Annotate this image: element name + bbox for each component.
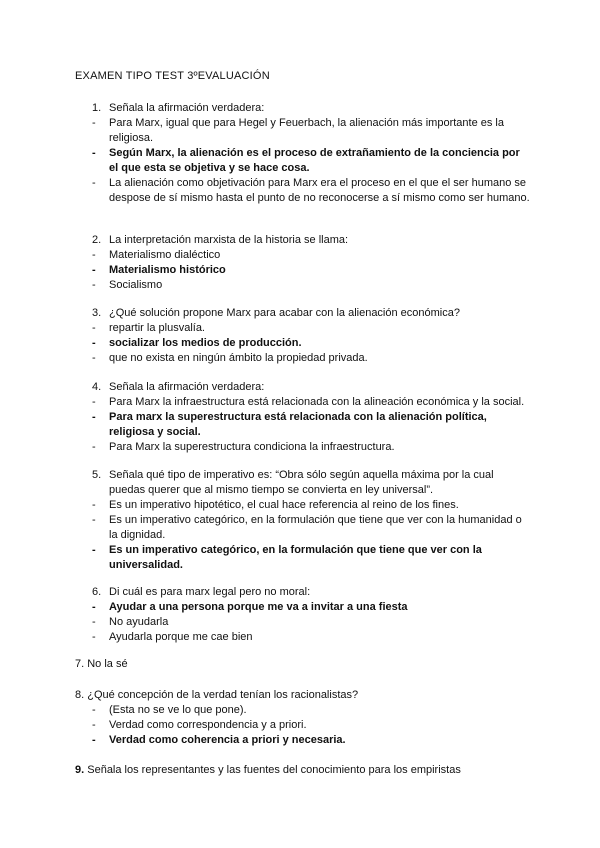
bullet-dash: - bbox=[92, 147, 96, 159]
option-correct bbox=[0, 263, 600, 278]
option-text: Verdad como coherencia a priori y necesaria. bbox=[109, 734, 346, 746]
option bbox=[0, 395, 600, 410]
bullet-dash: - bbox=[92, 322, 96, 334]
question-2 bbox=[0, 233, 600, 293]
option-text: socializar los medios de producción. bbox=[109, 337, 302, 349]
bullet-dash: - bbox=[92, 601, 96, 613]
question-text: 8. ¿Qué concepción de la verdad tenían los racionalistas? bbox=[75, 689, 359, 701]
option-correct bbox=[0, 146, 600, 176]
question-text: Señala los representantes y las fuentes del conocimiento para los empiristas bbox=[84, 764, 461, 776]
option-text: No ayudarla bbox=[109, 616, 169, 628]
question-text: Señala la afirmación verdadera: bbox=[109, 102, 265, 114]
option-correct bbox=[0, 336, 600, 351]
option-text: Materialismo histórico bbox=[109, 264, 226, 276]
option-text: que no exista en ningún ámbito la propiedad privada. bbox=[109, 352, 368, 364]
option bbox=[0, 176, 600, 206]
question-number: 3. bbox=[92, 307, 102, 319]
option-correct bbox=[0, 543, 600, 573]
bullet-dash: - bbox=[92, 704, 96, 716]
bullet-dash: - bbox=[92, 264, 96, 276]
question-number: 2. bbox=[92, 234, 102, 246]
question-5 bbox=[0, 468, 600, 573]
question-text: ¿Qué solución propone Marx para acabar con la alienación económica? bbox=[109, 307, 460, 319]
option-text: Ayudar a una persona porque me va a invitar a una fiesta bbox=[109, 601, 408, 613]
option-text: Para Marx, igual que para Hegel y Feuerbach, la alienación más importante es la religiosa. bbox=[109, 117, 504, 144]
question-1 bbox=[0, 101, 600, 206]
option bbox=[0, 248, 600, 263]
option bbox=[0, 615, 600, 630]
option-correct bbox=[0, 410, 600, 440]
option-text: La alienación como objetivación para Marx era el proceso en el que el ser humano se despose de sí mismo hasta el punto de no reconocerse a sí mismo como ser humano. bbox=[109, 177, 530, 204]
option-text: Socialismo bbox=[109, 279, 163, 291]
option-text: (Esta no se ve lo que pone). bbox=[109, 704, 247, 716]
option bbox=[0, 440, 600, 455]
exam-title: EXAMEN TIPO TEST 3ºEVALUACIÓN bbox=[75, 70, 270, 82]
option bbox=[0, 351, 600, 366]
option bbox=[0, 116, 600, 146]
option bbox=[0, 703, 600, 718]
bullet-dash: - bbox=[92, 396, 96, 408]
option-text: Para Marx la infraestructura está relacionada con la alineación económica y la social. bbox=[109, 396, 525, 408]
option-text: repartir la plusvalía. bbox=[109, 322, 205, 334]
question-9 bbox=[75, 763, 461, 778]
option-text: Para marx la superestructura está relacionada con la alienación política, religiosa y social. bbox=[109, 411, 487, 438]
question-text: Di cuál es para marx legal pero no moral: bbox=[109, 586, 311, 598]
bullet-dash: - bbox=[92, 616, 96, 628]
bullet-dash: - bbox=[92, 249, 96, 261]
question-number: 9. bbox=[75, 764, 85, 776]
bullet-dash: - bbox=[92, 499, 96, 511]
option-text: Según Marx, la alienación es el proceso de extrañamiento de la conciencia por el que esta se objetiva y se hace cosa. bbox=[109, 147, 520, 174]
option-correct bbox=[0, 733, 600, 748]
bullet-dash: - bbox=[92, 117, 96, 129]
question-7: 7. No la sé bbox=[75, 658, 128, 670]
bullet-dash: - bbox=[92, 279, 96, 291]
bullet-dash: - bbox=[92, 352, 96, 364]
option bbox=[0, 278, 600, 293]
option-text: Para Marx la superestructura condiciona la infraestructura. bbox=[109, 441, 395, 453]
option-correct bbox=[0, 600, 600, 615]
option bbox=[0, 321, 600, 336]
option bbox=[0, 498, 600, 513]
question-6 bbox=[0, 585, 600, 645]
question-text: Señala qué tipo de imperativo es: “Obra sólo según aquella máxima por la cual puedas querer que al mismo tiempo se convierta en ley universal”. bbox=[109, 469, 494, 496]
question-text: Señala la afirmación verdadera: bbox=[109, 381, 265, 393]
bullet-dash: - bbox=[92, 514, 96, 526]
bullet-dash: - bbox=[92, 441, 96, 453]
option-text: Materialismo dialéctico bbox=[109, 249, 221, 261]
bullet-dash: - bbox=[92, 631, 96, 643]
bullet-dash: - bbox=[92, 177, 96, 189]
bullet-dash: - bbox=[92, 719, 96, 731]
option bbox=[0, 630, 600, 645]
option-text: Verdad como correspondencia y a priori. bbox=[109, 719, 307, 731]
option bbox=[0, 718, 600, 733]
option-text: Es un imperativo categórico, en la formulación que tiene que ver con la humanidad o la dignidad. bbox=[109, 514, 522, 541]
option-text: Es un imperativo hipotético, el cual hace referencia al reino de los fines. bbox=[109, 499, 459, 511]
question-3 bbox=[0, 306, 600, 366]
question-4 bbox=[0, 380, 600, 455]
question-8 bbox=[0, 688, 600, 748]
bullet-dash: - bbox=[92, 544, 96, 556]
bullet-dash: - bbox=[92, 411, 96, 423]
question-number: 4. bbox=[92, 381, 102, 393]
bullet-dash: - bbox=[92, 337, 96, 349]
bullet-dash: - bbox=[92, 734, 96, 746]
option bbox=[0, 513, 600, 543]
question-number: 5. bbox=[92, 469, 102, 481]
option-text: Ayudarla porque me cae bien bbox=[109, 631, 253, 643]
question-text: La interpretación marxista de la historia se llama: bbox=[109, 234, 349, 246]
question-number: 1. bbox=[92, 102, 102, 114]
option-text: Es un imperativo categórico, en la formulación que tiene que ver con la universalidad. bbox=[109, 544, 482, 571]
question-number: 6. bbox=[92, 586, 102, 598]
